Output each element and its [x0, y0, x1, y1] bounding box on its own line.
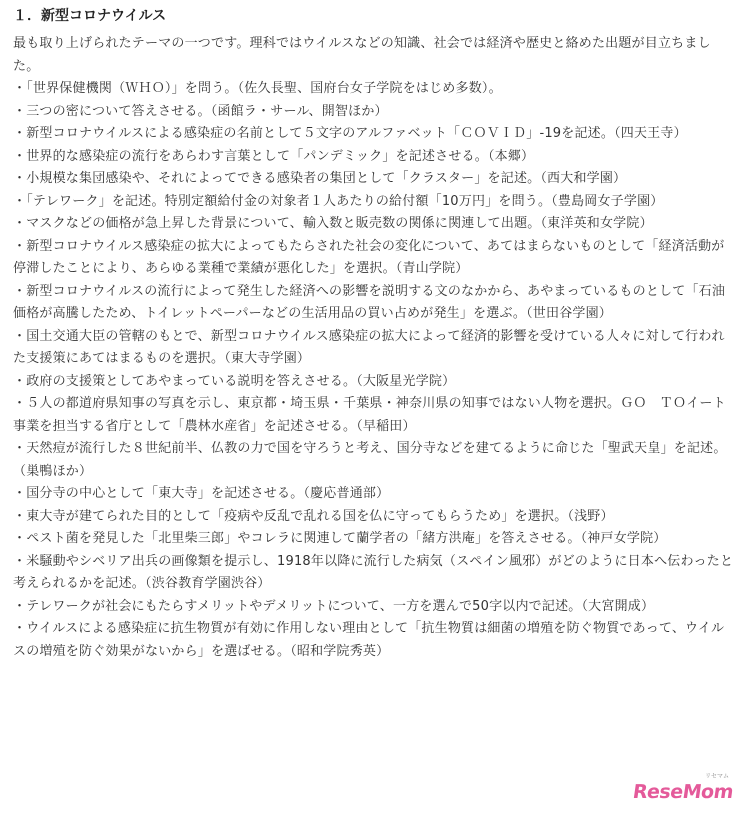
list-item: ・「世界保健機関（ＷＨＯ）」を問う。（佐久長聖、国府台女子学院をはじめ多数）。	[13, 81, 502, 96]
list-item: ・「テレワーク」を記述。特別定額給付金の対象者１人あたりの給付額「10万円」を問う。（豊島岡女子学園）	[13, 193, 664, 209]
list-item: ・５人の都道府県知事の写真を示し、東京都・埼玉県・千葉県・神奈川県の知事ではない人物を選択。ＧＯ ＴＯイート事業を担当する省庁として「農林水産省」を記述させる。（早稲田）	[13, 396, 726, 434]
resemom-logo	[631, 771, 735, 803]
question-list	[13, 78, 735, 663]
logo-text: ReseMom	[631, 781, 735, 803]
section-heading: １．新型コロナウイルス	[13, 8, 167, 24]
logo-kana: リセマム	[705, 773, 729, 780]
list-item: ・新型コロナウイルスによる感染症の名前として５文字のアルファベット「ＣＯＶＩＤ」-19を記述。（四天王寺）	[13, 126, 687, 141]
list-item: ・東大寺が建てられた目的として「疫病や反乱で乱れる国を仏に守ってもらうため」を選択。（浅野）	[13, 508, 614, 524]
intro-paragraph: 最も取り上げられたテーマの一つです。理科ではウイルスなどの知識、社会では経済や歴史と絡めた出題が目立ちました。	[13, 36, 711, 74]
list-item: ・ペスト菌を発見した「北里柴三郎」やコレラに関連して蘭学者の「緒方洪庵」を答えさせる。（神戸女学院）	[13, 531, 667, 546]
list-item: ・政府の支援策としてあやまっている説明を答えさせる。（大阪星光学院）	[13, 373, 456, 389]
list-item: ・世界的な感染症の流行をあらわす言葉として「パンデミック」を記述させる。（本郷）	[13, 148, 535, 164]
list-item: ・天然痘が流行した８世紀前半、仏教の力で国を守ろうと考え、国分寺などを建てるように命じた「聖武天皇」を記述。（巣鴨ほか）	[13, 441, 727, 479]
list-item: ・小規模な集団感染や、それによってできる感染者の集団として「クラスター」を記述。（西大和学園）	[13, 171, 627, 186]
list-item: ・新型コロナウイルス感染症の拡大によってもたらされた社会の変化について、あてはまらないものとして「経済活動が停滞したことにより、あらゆる業種で業績が悪化した」を選択。（青山学院）	[13, 238, 725, 276]
list-item: ・マスクなどの価格が急上昇した背景について、輸入数と販売数の関係に関連して出題。（東洋英和女学院）	[13, 216, 653, 231]
list-item: ・国分寺の中心として「東大寺」を記述させる。（慶応普通部）	[13, 486, 390, 501]
article	[13, 6, 735, 663]
list-item: ・三つの密について答えさせる。（函館ラ・サール、開智ほか）	[13, 103, 388, 119]
list-item: ・米騒動やシベリア出兵の画像類を提示し、1918年以降に流行した病気（スペイン風邪）がどのように日本へ伝わったと考えられるかを記述。（渋谷教育学園渋谷）	[13, 553, 734, 591]
list-item: ・新型コロナウイルスの流行によって発生した経済への影響を説明する文のなかから、あやまっているものとして「石油価格が高騰したため、トイレットペーパーなどの生活用品の買い占めが発生」を選ぶ。（世田谷学園）	[13, 283, 726, 321]
list-item: ・ウイルスによる感染症に抗生物質が有効に作用しない理由として「抗生物質は細菌の増殖を防ぐ物質であって、ウイルスの増殖を防ぐ効果がないから」を選ばせる。（昭和学院秀英）	[13, 621, 725, 659]
list-item: ・国土交通大臣の管轄のもとで、新型コロナウイルス感染症の拡大によって経済的影響を受けている人々に対して行われた支援策にあてはまるものを選択。（東大寺学園）	[13, 328, 725, 366]
list-item: ・テレワークが社会にもたらすメリットやデメリットについて、一方を選んで50字以内で記述。（大宮開成）	[13, 598, 655, 614]
